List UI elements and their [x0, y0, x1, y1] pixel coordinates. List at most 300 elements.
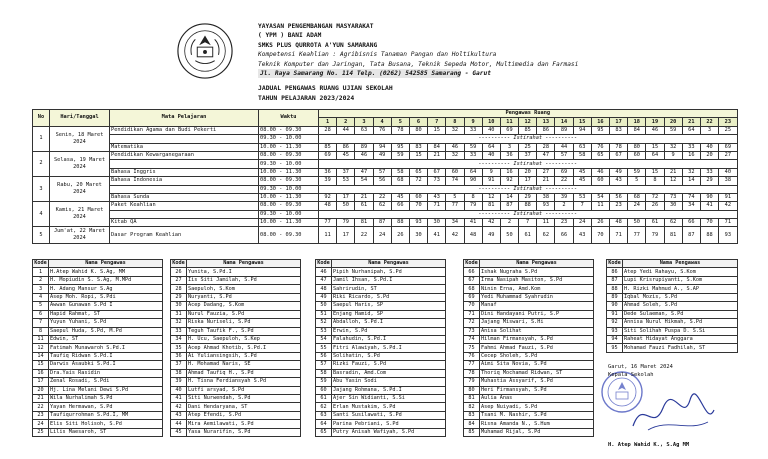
pengawas-row	[464, 268, 594, 276]
subject-cell: Dasar Program Keahlian	[110, 227, 259, 244]
invigilator-code: 60	[446, 168, 464, 176]
pengawas-name: Fatimah Munawaroh S.Pd.I	[49, 344, 163, 352]
pengawas-name: Putry Anisah Wafiyah, S.Pd	[332, 428, 446, 436]
invigilator-code: 21	[428, 151, 446, 159]
invigilator-code: 25	[519, 143, 537, 151]
invigilator-code: 15	[428, 126, 446, 134]
invigilator-code: 26	[591, 219, 609, 227]
pengawas-row	[464, 352, 594, 360]
invigilator-code: 34	[682, 202, 700, 210]
pengawas-row	[464, 428, 594, 436]
invigilator-code: 11	[537, 219, 555, 227]
invigilator-code: 94	[573, 126, 591, 134]
pengawas-code: 4	[33, 293, 49, 301]
pengawas-row	[316, 352, 446, 360]
invigilator-code: 68	[628, 193, 646, 201]
invigilator-code: 70	[700, 219, 718, 227]
invigilator-code: 16	[500, 168, 518, 176]
room-number: 5	[391, 118, 409, 126]
pengawas-name: Fahmi Ahmad Fauzi, S.Pd	[480, 344, 594, 352]
invigilator-code: 86	[537, 126, 555, 134]
pengawas-name: Saepul Haris, SP	[332, 302, 446, 310]
schedule-row	[33, 219, 738, 227]
day-number: 4	[33, 202, 50, 227]
invigilator-code: 33	[464, 126, 482, 134]
time-cell: 08.00 - 09.30	[259, 227, 319, 244]
pengawas-code: 74	[464, 335, 480, 343]
pengawas-code: 23	[33, 411, 49, 419]
pengawas-row	[464, 395, 594, 403]
pengawas-code: 31	[171, 310, 187, 318]
pengawas-name: Raheat Hidayat Anggara	[623, 335, 738, 343]
pengawas-name: Teguh Taufik F., S.Pd	[187, 327, 301, 335]
pengawas-row	[171, 335, 301, 343]
pengawas-row	[316, 403, 446, 411]
invigilator-code: 46	[646, 126, 664, 134]
pengawas-row	[607, 344, 738, 352]
pengawas-code: 8	[33, 327, 49, 335]
time-cell: 10.00 - 11.30	[259, 193, 319, 201]
invigilator-code: 43	[428, 193, 446, 201]
invigilator-code: 95	[591, 126, 609, 134]
invigilator-code: 67	[428, 168, 446, 176]
schedule-row	[33, 168, 738, 176]
invigilator-code: 33	[700, 168, 718, 176]
invigilator-code: 29	[519, 193, 537, 201]
pengawas-row	[171, 411, 301, 419]
col-rooms: Pengawas Ruang	[319, 110, 738, 118]
invigilator-code: 64	[646, 151, 664, 159]
invigilator-code: 83	[409, 143, 427, 151]
invigilator-code: 16	[682, 151, 700, 159]
pengawas-row	[171, 268, 301, 276]
schedule-row	[33, 126, 738, 134]
pengawas-name: Yunita, S.Pd.I	[187, 268, 301, 276]
pengawas-name: Yasa Nurarifin, S.Pd	[187, 428, 301, 436]
pengawas-name: Muhastia Assyarif, S.Pd	[480, 378, 594, 386]
invigilator-code: 8	[464, 193, 482, 201]
pengawas-name: Siti Solihah Puspa D. S.Si	[623, 327, 738, 335]
pengawas-table-4	[463, 259, 594, 437]
invigilator-code: 90	[700, 193, 718, 201]
invigilator-code: 85	[319, 143, 337, 151]
time-cell: 09.30 - 10.00	[259, 210, 319, 218]
invigilator-code: 9	[482, 168, 500, 176]
pengawas-code: 51	[316, 310, 332, 318]
pengawas-code: 14	[33, 352, 49, 360]
pengawas-name: Risna Amanda N., S.Hum	[480, 420, 594, 428]
school-name: SMKS PLUS QURROTA A'YUN SAMARANG	[258, 41, 378, 49]
pengawas-code: 3	[33, 285, 49, 293]
pengawas-code: 71	[464, 310, 480, 318]
title-line-2: TAHUN PELAJARAN 2023/2024	[258, 94, 355, 102]
pengawas-row	[607, 319, 738, 327]
invigilator-code: 14	[682, 177, 700, 185]
invigilator-code: 86	[337, 143, 355, 151]
pengawas-row	[33, 420, 163, 428]
invigilator-code: 78	[391, 126, 409, 134]
invigilator-code: 53	[573, 193, 591, 201]
pengawas-row	[464, 386, 594, 394]
room-number: 3	[355, 118, 373, 126]
invigilator-code: 62	[373, 202, 391, 210]
invigilator-code: 87	[682, 227, 700, 244]
letterhead	[258, 22, 758, 78]
invigilator-code: 68	[391, 177, 409, 185]
pengawas-row	[171, 403, 301, 411]
sign-place-date: Garut, 16 Maret 2024	[608, 364, 673, 370]
invigilator-code: 85	[519, 126, 537, 134]
pengawas-name: Pipih Nurhanipah, S.Pd	[332, 268, 446, 276]
pengawas-row	[33, 293, 163, 301]
invigilator-code: 37	[337, 168, 355, 176]
pengawas-name: Ishak Nugraha S.Pd	[480, 268, 594, 276]
invigilator-code: 50	[337, 202, 355, 210]
pengawas-code: 89	[607, 293, 623, 301]
pengawas-code: 49	[316, 293, 332, 301]
pengawas-name: Hilman Firmansyah, S.Pd	[480, 335, 594, 343]
pengawas-row	[464, 293, 594, 301]
pengawas-row	[171, 428, 301, 436]
pengawas-row	[464, 276, 594, 284]
invigilator-code: 7	[519, 219, 537, 227]
pengawas-code: 7	[33, 319, 49, 327]
col-code: Kode	[172, 260, 185, 267]
room-number: 6	[409, 118, 427, 126]
invigilator-code: 63	[573, 143, 591, 151]
subject-cell	[110, 185, 259, 193]
time-cell: 10.00 - 11.30	[259, 168, 319, 176]
pengawas-name: Sahrirudin, ST	[332, 285, 446, 293]
invigilator-code: 69	[555, 168, 573, 176]
pengawas-code: 68	[464, 285, 480, 293]
pengawas-name: Siti Nurwendah, S.Pd	[187, 395, 301, 403]
invigilator-code: 60	[409, 193, 427, 201]
day-number: 1	[33, 126, 50, 151]
pengawas-code: 54	[316, 335, 332, 343]
invigilator-code: 70	[409, 202, 427, 210]
competency-line-1: Kompetensi Keahlian : Agribisnis Tanaman Pangan dan Holtikultura	[258, 51, 497, 59]
pengawas-name: Heri Firmansyah, S.Pd	[480, 386, 594, 394]
pengawas-row	[33, 344, 163, 352]
day-date: Rabu, 20 Maret 2024	[50, 177, 110, 202]
invigilator-code: 74	[446, 177, 464, 185]
invigilator-code: 45	[573, 177, 591, 185]
col-day: Hari/Tanggal	[50, 110, 110, 127]
subject-cell: Pendidikan Kewarganegaraan	[110, 151, 259, 159]
pengawas-name: Yayan Hermawan, S.Pd	[49, 403, 163, 411]
col-name: Nama Pengawas	[187, 260, 301, 268]
time-cell: 08.00 - 09.30	[259, 126, 319, 134]
pengawas-name: H. Rizki Mahmud A., S.AP	[623, 285, 738, 293]
invigilator-code: 8	[646, 177, 664, 185]
pengawas-code: 20	[33, 386, 49, 394]
pengawas-code: 42	[171, 403, 187, 411]
invigilator-code: 69	[319, 151, 337, 159]
invigilator-code: 92	[500, 177, 518, 185]
room-number: 1	[319, 118, 337, 126]
pengawas-code: 82	[464, 403, 480, 411]
invigilator-code: 57	[373, 168, 391, 176]
pengawas-row	[316, 293, 446, 301]
invigilator-code: 42	[719, 202, 737, 210]
invigilator-code: 80	[628, 143, 646, 151]
invigilator-code: 36	[500, 151, 518, 159]
day-date: Selasa, 19 Maret 2024	[50, 151, 110, 176]
invigilator-code: 60	[591, 177, 609, 185]
room-number: 9	[464, 118, 482, 126]
invigilator-code: 32	[446, 151, 464, 159]
pengawas-row	[316, 276, 446, 284]
pengawas-row	[316, 319, 446, 327]
invigilator-code: 56	[610, 193, 628, 201]
col-name: Nama Pengawas	[480, 260, 594, 268]
pengawas-name: Muhamad Rijal, S.Pd	[480, 428, 594, 436]
pengawas-code: 34	[171, 335, 187, 343]
invigilator-code: 89	[355, 143, 373, 151]
room-number: 10	[482, 118, 500, 126]
pengawas-row	[33, 352, 163, 360]
invigilator-code: 59	[464, 143, 482, 151]
invigilator-code: 11	[319, 227, 337, 244]
pengawas-name: Aimi Sita Novia, S.Pd	[480, 361, 594, 369]
pengawas-row	[33, 428, 163, 436]
pengawas-code: 64	[316, 420, 332, 428]
pengawas-row	[33, 386, 163, 394]
invigilator-code: 50	[500, 227, 518, 244]
day-number: 5	[33, 227, 50, 244]
room-number: 13	[537, 118, 555, 126]
pengawas-row	[316, 369, 446, 377]
invigilator-code: 93	[537, 202, 555, 210]
pengawas-row	[33, 276, 163, 284]
invigilator-code: 17	[337, 227, 355, 244]
invigilator-code: 43	[610, 177, 628, 185]
pengawas-name: Solihatin, S.Pd	[332, 352, 446, 360]
invigilator-code: 42	[482, 219, 500, 227]
invigilator-code: 42	[446, 227, 464, 244]
room-number: 20	[664, 118, 682, 126]
pengawas-code: 66	[464, 268, 480, 276]
invigilator-code: 66	[391, 202, 409, 210]
pengawas-row	[316, 411, 446, 419]
invigilator-code: 62	[537, 227, 555, 244]
invigilator-code: 29	[700, 177, 718, 185]
invigilator-code: 74	[682, 193, 700, 201]
invigilator-code: 27	[719, 151, 737, 159]
pengawas-code: 48	[316, 285, 332, 293]
pengawas-row	[316, 361, 446, 369]
col-code: Kode	[34, 260, 47, 267]
break-cell: ---------- Istirahat ----------	[319, 160, 738, 168]
pengawas-name: Tsani M. Nashir, S.Pd	[480, 411, 594, 419]
pengawas-name: H. Mopiudin S. S.Ag, M.MPd	[49, 276, 163, 284]
invigilator-code: 40	[719, 168, 737, 176]
pengawas-code: 69	[464, 293, 480, 301]
room-number: 22	[700, 118, 718, 126]
pengawas-name: Lutfi arsyad, S.Pd	[187, 386, 301, 394]
invigilator-code: 79	[337, 219, 355, 227]
invigilator-code: 22	[555, 177, 573, 185]
pengawas-row	[33, 335, 163, 343]
pengawas-name: Jajang Rohmana, S.Pd.I	[332, 386, 446, 394]
break-cell: ---------- Istirahat ----------	[319, 185, 738, 193]
invigilator-code: 71	[428, 202, 446, 210]
pengawas-code: 47	[316, 276, 332, 284]
invigilator-code: 79	[646, 227, 664, 244]
signature-block	[608, 364, 758, 379]
room-number: 14	[555, 118, 573, 126]
pengawas-name: Santi Susilawati, S.Pd	[332, 411, 446, 419]
pengawas-name: Irma Nasipah Masiton, S.Pd	[480, 276, 594, 284]
invigilator-code: 60	[628, 151, 646, 159]
invigilator-code: 36	[319, 168, 337, 176]
pengawas-code: 56	[316, 352, 332, 360]
pengawas-row	[464, 369, 594, 377]
pengawas-name: Annisa Nurul Hikmah, S.Pd	[623, 319, 738, 327]
invigilator-code: 47	[537, 151, 555, 159]
pengawas-row	[316, 378, 446, 386]
pengawas-code: 58	[316, 369, 332, 377]
invigilator-code: 62	[664, 219, 682, 227]
pengawas-code: 61	[316, 395, 332, 403]
col-code: Kode	[608, 260, 621, 267]
invigilator-code: 59	[628, 168, 646, 176]
room-number: 18	[628, 118, 646, 126]
pengawas-name: Taufiq Ridwan S.Pd.I	[49, 352, 163, 360]
pengawas-code: 17	[33, 378, 49, 386]
invigilator-code: 50	[628, 219, 646, 227]
pengawas-name: Mohamad Fauzi Fadhilah, ST	[623, 344, 738, 352]
room-number: 11	[500, 118, 518, 126]
pengawas-name: Abu Yasin Sodi	[332, 378, 446, 386]
room-number: 12	[519, 118, 537, 126]
invigilator-code: 95	[391, 143, 409, 151]
invigilator-code: 15	[409, 151, 427, 159]
pengawas-name: Erlan Mustakim, S.Pd	[332, 403, 446, 411]
invigilator-code: 20	[519, 168, 537, 176]
break-cell: ---------- Istirahat ----------	[319, 135, 738, 143]
pengawas-code: 76	[464, 352, 480, 360]
subject-cell: Bahasa Inggris	[110, 168, 259, 176]
pengawas-name: Lupi Krisrupiyanti, S.Kom	[623, 276, 738, 284]
invigilator-code: 73	[664, 193, 682, 201]
time-cell: 09.30 - 10.00	[259, 135, 319, 143]
col-name: Nama Pengawas	[332, 260, 446, 268]
pengawas-code: 37	[171, 361, 187, 369]
invigilator-code: 91	[482, 177, 500, 185]
invigilator-code: 39	[319, 177, 337, 185]
invigilator-code: 66	[555, 227, 573, 244]
invigilator-code: 46	[355, 151, 373, 159]
invigilator-code: 90	[464, 177, 482, 185]
pengawas-code: 46	[316, 268, 332, 276]
pengawas-code: 38	[171, 369, 187, 377]
pengawas-code: 83	[464, 411, 480, 419]
pengawas-row	[316, 268, 446, 276]
invigilator-code: 30	[409, 227, 427, 244]
pengawas-row	[171, 293, 301, 301]
pengawas-code: 70	[464, 302, 480, 310]
invigilator-code: 38	[537, 193, 555, 201]
pengawas-row	[464, 327, 594, 335]
invigilator-code: 15	[646, 143, 664, 151]
pengawas-row	[33, 327, 163, 335]
pengawas-name: Dra.Yais Rasidin	[49, 369, 163, 377]
invigilator-code: 53	[337, 177, 355, 185]
invigilator-code: 58	[573, 151, 591, 159]
subject-cell	[110, 135, 259, 143]
pengawas-row	[33, 361, 163, 369]
invigilator-code: 77	[319, 219, 337, 227]
pengawas-row	[316, 335, 446, 343]
invigilator-code: 64	[482, 143, 500, 151]
invigilator-code: 28	[319, 126, 337, 134]
invigilator-code: 24	[628, 202, 646, 210]
pengawas-code: 81	[464, 395, 480, 403]
pengawas-code: 65	[316, 428, 332, 436]
invigilator-code: 56	[373, 177, 391, 185]
title-line-1: JADUAL PENGAWAS RUANG UJIAN SEKOLAH	[258, 84, 393, 92]
pengawas-name: Riska Nuriseli, S.Pd	[187, 319, 301, 327]
invigilator-code: 17	[337, 193, 355, 201]
invigilator-code: 43	[573, 227, 591, 244]
invigilator-code: 41	[428, 227, 446, 244]
invigilator-code: 84	[428, 143, 446, 151]
pengawas-name: Wila Nurhalimah S.Pd	[49, 395, 163, 403]
pengawas-row	[171, 361, 301, 369]
invigilator-code: 23	[555, 219, 573, 227]
col-subject: Mata Pelajaran	[110, 110, 259, 127]
pengawas-code: 24	[33, 420, 49, 428]
pengawas-row	[316, 420, 446, 428]
pengawas-name: Yedi Muhammad Syahrudin	[480, 293, 594, 301]
pengawas-name: Ai Yuliansingsih, S.Pd	[187, 352, 301, 360]
invigilator-code: 21	[355, 193, 373, 201]
pengawas-name: Acep Ahmad Khotib, S.Pd.I	[187, 344, 301, 352]
pengawas-code: 62	[316, 403, 332, 411]
pengawas-row	[316, 327, 446, 335]
pengawas-row	[607, 268, 738, 276]
pengawas-row	[464, 302, 594, 310]
pengawas-code: 1	[33, 268, 49, 276]
invigilator-code: 39	[555, 193, 573, 201]
pengawas-code: 88	[607, 285, 623, 293]
schedule-row	[33, 227, 738, 244]
time-cell: 08.00 - 09.30	[259, 177, 319, 185]
school-logo-icon	[176, 22, 234, 80]
pengawas-row	[33, 302, 163, 310]
pengawas-row	[316, 310, 446, 318]
pengawas-row	[316, 428, 446, 436]
schedule-row	[33, 151, 738, 159]
invigilator-code: 46	[591, 168, 609, 176]
invigilator-code: 81	[355, 219, 373, 227]
time-cell: 09.30 - 10.00	[259, 185, 319, 193]
pengawas-code: 22	[33, 403, 49, 411]
pengawas-name: Jamil Ihsan, S.Pd.I	[332, 276, 446, 284]
pengawas-row	[171, 352, 301, 360]
pengawas-row	[33, 268, 163, 276]
invigilator-code: 17	[519, 177, 537, 185]
schedule-row	[33, 210, 738, 218]
invigilator-code: 2	[555, 202, 573, 210]
time-cell: 08.00 - 09.30	[259, 202, 319, 210]
pengawas-row	[316, 302, 446, 310]
pengawas-code: 16	[33, 369, 49, 377]
invigilator-code: 25	[719, 126, 737, 134]
invigilator-code: 23	[610, 202, 628, 210]
